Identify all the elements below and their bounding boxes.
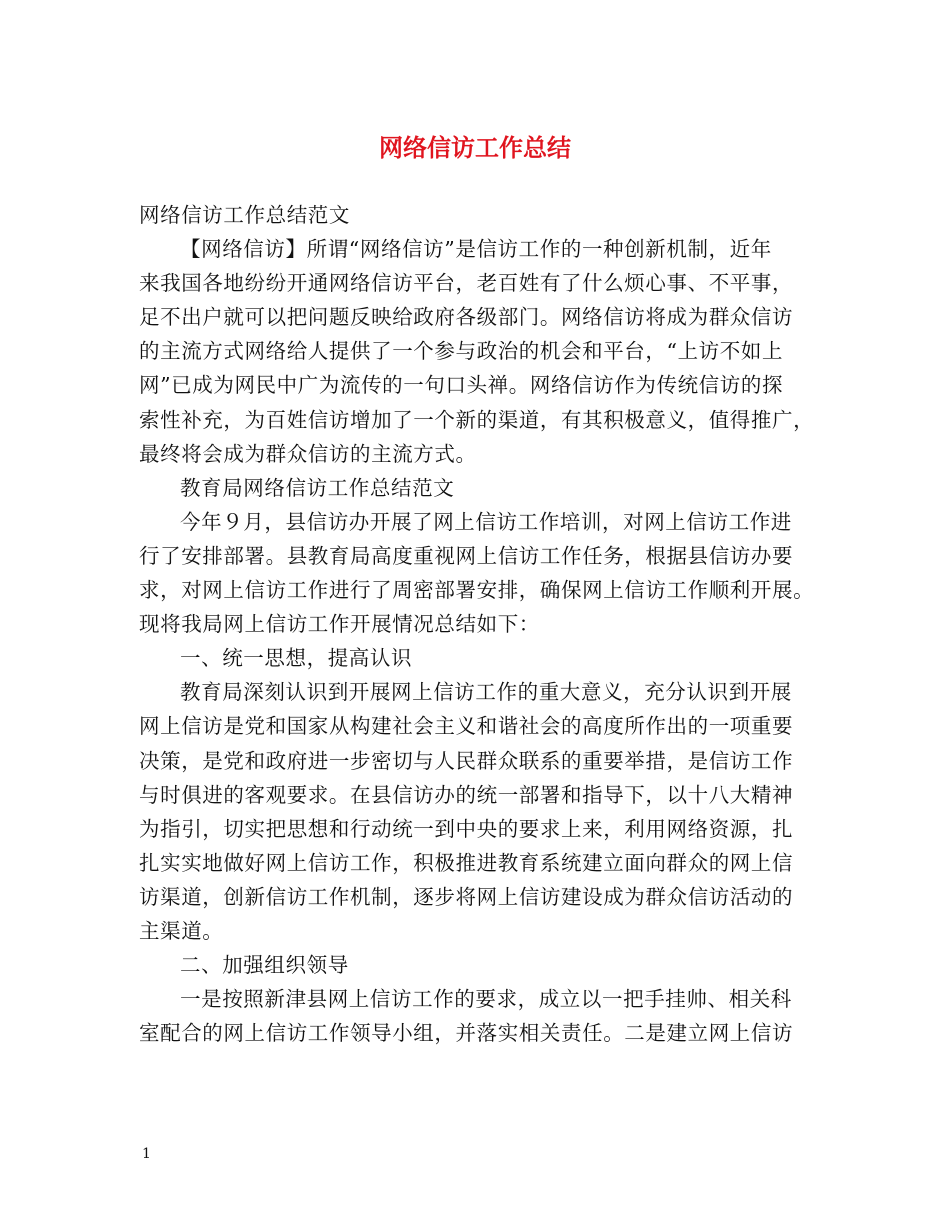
body-line: 与时俱进的客观要求。在县信访办的统一部署和指导下，以十八大精神	[139, 782, 794, 807]
body-line: 教育局网络信访工作总结范文	[180, 475, 455, 500]
body-line: 二、加强组织领导	[180, 953, 349, 978]
document-title: 网络信访工作总结	[379, 133, 571, 162]
body-line: 为指引，切实把思想和行动统一到中央的要求上来，利用网络资源，扎	[139, 816, 794, 841]
body-line: 网上信访是党和国家从构建社会主义和谐社会的高度所作出的一项重要	[139, 714, 794, 739]
body-line: 【网络信访】所谓“网络信访”是信访工作的一种创新机制，近年	[180, 237, 772, 262]
body-line: 一、统一思想，提高认识	[180, 646, 413, 671]
body-line: 来我国各地纷纷开通网络信访平台，老百姓有了什么烦心事、不平事，	[139, 271, 794, 296]
body-line: 现将我局网上信访工作开展情况总结如下：	[139, 612, 540, 637]
body-line: 求，对网上信访工作进行了周密部署安排，确保网上信访工作顺利开展。	[139, 578, 815, 603]
body-line: 访渠道，创新信访工作机制，逐步将网上信访建设成为群众信访活动的	[139, 884, 794, 909]
body-line: 的主流方式网络给人提供了一个参与政治的机会和平台，“上访不如上	[139, 339, 784, 364]
body-line: 教育局深刻认识到开展网上信访工作的重大意义，充分认识到开展	[180, 680, 792, 705]
body-line: 一是按照新津县网上信访工作的要求，成立以一把手挂帅、相关科	[180, 987, 792, 1012]
body-line: 网”已成为网民中广为流传的一句口头禅。网络信访作为传统信访的探	[139, 373, 784, 398]
body-line: 今年９月，县信访办开展了网上信访工作培训，对网上信访工作进	[180, 509, 792, 534]
body-line: 决策，是党和政府进一步密切与人民群众联系的重要举措，是信访工作	[139, 748, 794, 773]
body-line: 网络信访工作总结范文	[139, 203, 350, 227]
body-line: 最终将会成为群众信访的主流方式。	[139, 441, 477, 466]
page-number: 1	[142, 1146, 151, 1162]
body-line: 行了安排部署。县教育局高度重视网上信访工作任务，根据县信访办要	[139, 543, 794, 568]
body-line: 索性补充，为百姓信访增加了一个新的渠道，有其积极意义，值得推广，	[139, 407, 815, 432]
body-line: 室配合的网上信访工作领导小组，并落实相关责任。二是建立网上信访	[139, 1021, 794, 1046]
body-line: 主渠道。	[139, 918, 224, 943]
body-line: 扎实实地做好网上信访工作，积极推进教育系统建立面向群众的网上信	[139, 850, 794, 875]
document-body	[139, 198, 819, 1050]
body-line: 足不出户就可以把问题反映给政府各级部门。网络信访将成为群众信访	[139, 305, 794, 330]
